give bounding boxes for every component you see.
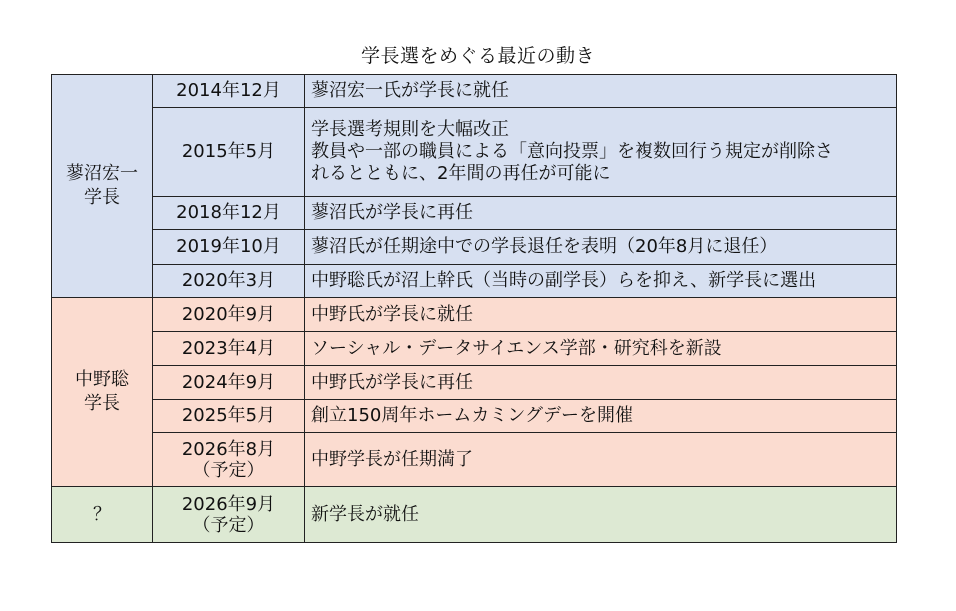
event-text-line: ソーシャル・データサイエンス学部・研究科を新設 [311, 337, 722, 359]
event-date: 2014年12月 [153, 75, 305, 108]
table-title: 学長選をめぐる最近の動き [360, 45, 595, 67]
event-text-line: れるとともに、2年間の再任が可能に [311, 163, 611, 184]
event-text-line: 新学長が就任 [311, 503, 419, 525]
era-label-line: ？ [93, 503, 111, 525]
table-row [52, 230, 897, 265]
table-row [52, 400, 897, 433]
event-text-line: 蓼沼氏が学長に再任 [311, 202, 473, 223]
era-label-line: 学長 [84, 187, 120, 208]
timeline-table [51, 74, 897, 543]
event-date: 2023年4月 [153, 332, 305, 366]
table-row [52, 433, 897, 487]
event-text-line: 教員や一部の職員による「意向投票」を複数回行う規定が削除さ [311, 141, 833, 162]
event-text [305, 433, 897, 487]
era-label-line: 中野聡 [75, 369, 129, 390]
event-text [305, 487, 897, 543]
table-row [52, 265, 897, 298]
event-text [305, 366, 897, 400]
event-date-main: 2026年8月 [181, 438, 276, 460]
table-row [52, 298, 897, 332]
era-label-line: 学長 [84, 393, 120, 414]
event-text [305, 400, 897, 433]
event-text-line: 学長選考規則を大幅改正 [311, 119, 509, 140]
era-label-line: 蓼沼宏一 [66, 163, 138, 184]
event-text-line: 中野氏が学長に就任 [311, 303, 473, 325]
event-text-line: 蓼沼氏が任期途中での学長退任を表明（20年8月に退任） [311, 236, 778, 257]
table-row [52, 75, 897, 108]
event-date: 2025年5月 [153, 400, 305, 433]
era-label-tadenuma [52, 75, 153, 298]
event-date-note: （予定） [192, 459, 265, 481]
event-text [305, 197, 897, 230]
event-text [305, 75, 897, 108]
era-label-nakano [52, 298, 153, 487]
table-row [52, 487, 897, 543]
era-label-unknown [52, 487, 153, 543]
event-date: 2024年9月 [153, 366, 305, 400]
event-text-line: 創立150周年ホームカミングデーを開催 [311, 405, 633, 426]
event-date [153, 433, 305, 487]
event-date: 2015年5月 [153, 108, 305, 197]
event-text-line: 中野学長が任期満了 [311, 448, 473, 470]
event-date: 2020年3月 [153, 265, 305, 298]
event-text [305, 265, 897, 298]
event-text [305, 230, 897, 265]
table-row [52, 197, 897, 230]
event-date-note: （予定） [192, 514, 265, 536]
event-date [153, 487, 305, 543]
table-row [52, 332, 897, 366]
event-date: 2019年10月 [153, 230, 305, 265]
event-text-line: 中野聡氏が沼上幹氏（当時の副学長）らを抑え、新学長に選出 [311, 270, 817, 291]
event-text-line: 蓼沼宏一氏が学長に就任 [311, 80, 509, 101]
event-date: 2020年9月 [153, 298, 305, 332]
table-row [52, 366, 897, 400]
event-text [305, 108, 897, 197]
table-row [52, 108, 897, 197]
event-date-main: 2026年9月 [181, 493, 276, 515]
event-text [305, 298, 897, 332]
event-date: 2018年12月 [153, 197, 305, 230]
event-text [305, 332, 897, 366]
event-text-line: 中野氏が学長に再任 [311, 371, 473, 393]
